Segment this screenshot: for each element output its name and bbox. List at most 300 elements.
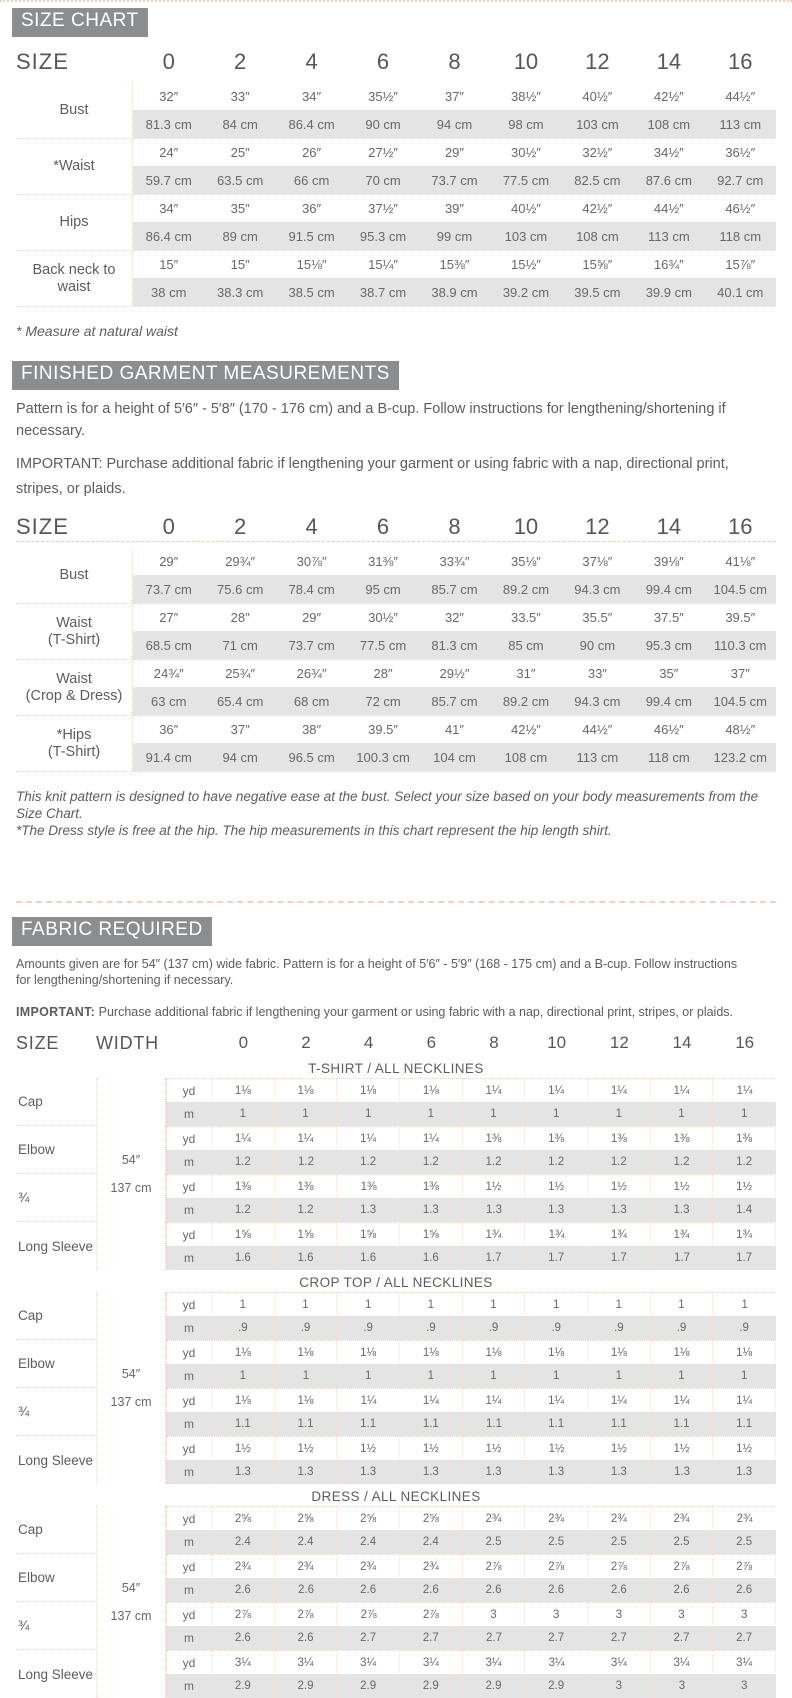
yardage-value: 2⅞ bbox=[337, 1602, 400, 1626]
sleeve-label: Long Sleeve bbox=[18, 1452, 94, 1468]
yardage-value: 1¼ bbox=[400, 1126, 463, 1150]
inches-value: 33″ bbox=[230, 89, 250, 104]
garment-section-table bbox=[16, 1292, 776, 1484]
yardage-value: 1¼ bbox=[713, 1388, 776, 1412]
meters-value: 1.2 bbox=[588, 1150, 651, 1174]
meters-value: 2.6 bbox=[400, 1578, 463, 1602]
measurement-row bbox=[16, 716, 776, 772]
cm-value: 89.2 cm bbox=[490, 575, 561, 603]
inches-value: 41″ bbox=[444, 722, 465, 737]
yardage-value: 2¾ bbox=[463, 1506, 526, 1530]
inches-value: 37″ bbox=[444, 89, 465, 104]
meters-value: .9 bbox=[588, 1316, 651, 1340]
measurement-row bbox=[16, 660, 776, 716]
meters-value: 1 bbox=[651, 1102, 714, 1126]
size-value: 6 bbox=[426, 1033, 437, 1052]
unit-yd-label: yd bbox=[166, 1078, 212, 1102]
meters-value: 1.7 bbox=[713, 1246, 776, 1270]
yardage-value: 3¼ bbox=[400, 1650, 463, 1674]
meters-value: 1.6 bbox=[337, 1246, 400, 1270]
size-chart-footnote: * Measure at natural waist bbox=[16, 323, 178, 339]
yardage-value: 1 bbox=[463, 1292, 526, 1316]
meters-value: 1 bbox=[463, 1364, 526, 1388]
meters-value: 1.1 bbox=[525, 1412, 588, 1436]
cm-value: 103 cm bbox=[490, 222, 561, 250]
meters-value: 2.5 bbox=[651, 1530, 714, 1554]
cm-value: 96.5 cm bbox=[276, 743, 347, 771]
measurement-label: Waist (Crop & Dress) bbox=[16, 660, 133, 715]
meters-value: 2.6 bbox=[713, 1578, 776, 1602]
size-value: 10 bbox=[513, 513, 539, 539]
meters-value: 3 bbox=[588, 1674, 651, 1698]
cm-value: 104 cm bbox=[419, 743, 490, 771]
size-column-header: SIZE bbox=[16, 1032, 60, 1053]
yardage-value: 1⅛ bbox=[337, 1340, 400, 1364]
yardage-value: 2⅝ bbox=[400, 1506, 463, 1530]
finished-garment-table bbox=[16, 512, 776, 772]
inches-value: 46½″ bbox=[653, 722, 684, 737]
fabric-required-table bbox=[16, 1030, 776, 1698]
cm-value: 63.5 cm bbox=[204, 166, 275, 194]
cm-value: 86.4 cm bbox=[133, 222, 204, 250]
yardage-value: 1½ bbox=[651, 1436, 714, 1460]
inches-value: 35.5″ bbox=[582, 610, 613, 625]
yardage-value: 1½ bbox=[525, 1174, 588, 1198]
inches-value: 28″ bbox=[230, 610, 250, 625]
cm-value: 84 cm bbox=[204, 110, 275, 138]
yardage-value: 1¾ bbox=[463, 1222, 526, 1246]
size-value: 12 bbox=[585, 49, 610, 74]
meters-value: 1.2 bbox=[275, 1150, 338, 1174]
size-value: 14 bbox=[672, 1033, 692, 1052]
inches-value: 15″ bbox=[159, 257, 179, 272]
yardage-value: 3 bbox=[588, 1602, 651, 1626]
inches-value: 15¼″ bbox=[368, 257, 398, 272]
cm-value: 85 cm bbox=[490, 631, 561, 659]
meters-value: 2.5 bbox=[588, 1530, 651, 1554]
yardage-value: 3 bbox=[525, 1602, 588, 1626]
inches-value: 39⅛″ bbox=[653, 554, 684, 569]
cm-value: 38 cm bbox=[133, 278, 204, 306]
garment-section-title: DRESS / ALL NECKLINES bbox=[311, 1488, 481, 1504]
meters-value: 2.6 bbox=[463, 1578, 526, 1602]
inches-value: 29¾″ bbox=[225, 554, 256, 569]
inches-value: 35″ bbox=[659, 666, 679, 681]
width-inches: 54″ bbox=[121, 1367, 141, 1381]
inches-value: 15½″ bbox=[510, 257, 541, 272]
meters-value: 2.6 bbox=[212, 1626, 275, 1650]
unit-m-label: m bbox=[166, 1364, 212, 1388]
cm-value: 99.4 cm bbox=[633, 687, 704, 715]
yardage-value: 1¼ bbox=[713, 1078, 776, 1102]
yardage-value: 2⅞ bbox=[400, 1602, 463, 1626]
size-value: 16 bbox=[728, 49, 753, 74]
yardage-value: 2⅞ bbox=[588, 1554, 651, 1578]
meters-value: 1.3 bbox=[713, 1460, 776, 1484]
yardage-value: 1¼ bbox=[337, 1388, 400, 1412]
meters-value: 2.9 bbox=[463, 1674, 526, 1698]
meters-value: 1.2 bbox=[463, 1150, 526, 1174]
inches-value: 41⅛″ bbox=[725, 554, 756, 569]
size-value: 16 bbox=[735, 1033, 755, 1052]
meters-value: 1 bbox=[651, 1364, 714, 1388]
cm-value: 95.3 cm bbox=[633, 631, 704, 659]
meters-value: 2.6 bbox=[275, 1578, 338, 1602]
yardage-value: 1½ bbox=[463, 1174, 526, 1198]
meters-value: 1.1 bbox=[588, 1412, 651, 1436]
inches-value: 28″ bbox=[373, 666, 393, 681]
sleeve-label: Elbow bbox=[16, 1340, 96, 1388]
cm-value: 66 cm bbox=[276, 166, 347, 194]
inches-value: 15″ bbox=[230, 257, 250, 272]
unit-m-label: m bbox=[166, 1674, 212, 1698]
yardage-value: 2⅝ bbox=[337, 1506, 400, 1530]
yardage-value: 3¼ bbox=[525, 1650, 588, 1674]
cm-value: 86.4 cm bbox=[276, 110, 347, 138]
inches-value: 37″ bbox=[230, 722, 250, 737]
meters-value: 2.6 bbox=[337, 1578, 400, 1602]
unit-m-label: m bbox=[166, 1246, 212, 1270]
meters-value: 1.2 bbox=[212, 1198, 275, 1222]
meters-value: 1.3 bbox=[525, 1198, 588, 1222]
inches-value: 15⅝″ bbox=[582, 257, 613, 272]
cm-value: 89 cm bbox=[204, 222, 275, 250]
meters-value: 2.7 bbox=[463, 1626, 526, 1650]
cm-value: 110.3 cm bbox=[705, 631, 776, 659]
meters-value: .9 bbox=[463, 1316, 526, 1340]
cm-value: 85.7 cm bbox=[419, 687, 490, 715]
cm-value: 104.5 cm bbox=[705, 575, 776, 603]
meters-value: 1.7 bbox=[525, 1246, 588, 1270]
measurement-row bbox=[16, 195, 776, 251]
meters-value: 1.3 bbox=[400, 1460, 463, 1484]
cm-value: 85.7 cm bbox=[419, 575, 490, 603]
meters-value: 1.3 bbox=[651, 1460, 714, 1484]
sleeve-label: ¾ bbox=[16, 1174, 96, 1222]
fabric-width-cell bbox=[96, 1078, 166, 1270]
cm-value: 73.7 cm bbox=[133, 575, 204, 603]
sleeve-label: Long Sleeve bbox=[18, 1666, 94, 1682]
meters-value: 2.7 bbox=[713, 1626, 776, 1650]
meters-value: 1 bbox=[275, 1102, 338, 1126]
yardage-value: 3¼ bbox=[275, 1650, 338, 1674]
width-cm: 137 cm bbox=[110, 1395, 152, 1409]
meters-value: 3 bbox=[713, 1674, 776, 1698]
meters-value: 2.9 bbox=[400, 1674, 463, 1698]
yardage-value: 1½ bbox=[713, 1436, 776, 1460]
inches-value: 38½″ bbox=[510, 89, 541, 104]
inches-value: 26″ bbox=[302, 145, 322, 160]
measurement-label: *Hips (T-Shirt) bbox=[16, 716, 133, 771]
inches-value: 35″ bbox=[230, 201, 250, 216]
unit-yd-label: yd bbox=[166, 1174, 212, 1198]
yardage-value: 1⅛ bbox=[212, 1388, 275, 1412]
meters-value: 1.4 bbox=[713, 1198, 776, 1222]
meters-value: 1 bbox=[713, 1364, 776, 1388]
yardage-value: 2¾ bbox=[525, 1506, 588, 1530]
yardage-value: 1 bbox=[651, 1292, 714, 1316]
meters-value: 1 bbox=[400, 1364, 463, 1388]
yardage-value: 1¼ bbox=[400, 1388, 463, 1412]
meters-value: 2.6 bbox=[525, 1578, 588, 1602]
meters-value: .9 bbox=[651, 1316, 714, 1340]
yardage-value: 1½ bbox=[713, 1174, 776, 1198]
cm-value: 38.7 cm bbox=[347, 278, 418, 306]
meters-value: 1.2 bbox=[651, 1150, 714, 1174]
yardage-value: 1 bbox=[275, 1292, 338, 1316]
inches-value: 32″ bbox=[159, 89, 179, 104]
measurement-row bbox=[16, 139, 776, 195]
yardage-value: 1⅝ bbox=[275, 1222, 338, 1246]
inches-value: 44½″ bbox=[653, 201, 684, 216]
cm-value: 38.9 cm bbox=[419, 278, 490, 306]
yardage-value: 3¼ bbox=[651, 1650, 714, 1674]
yardage-value: 1 bbox=[212, 1292, 275, 1316]
inches-value: 24″ bbox=[159, 145, 179, 160]
yardage-value: 1 bbox=[588, 1292, 651, 1316]
cm-value: 71 cm bbox=[204, 631, 275, 659]
unit-yd-label: yd bbox=[166, 1388, 212, 1412]
width-column-header: WIDTH bbox=[96, 1032, 159, 1053]
meters-value: 1.3 bbox=[212, 1460, 275, 1484]
meters-value: 1.1 bbox=[651, 1412, 714, 1436]
important-text: Purchase additional fabric if lengthening your garment or using fabric with a nap, directional print, stripes, or plaids. bbox=[98, 1005, 734, 1019]
yardage-value: 1¾ bbox=[713, 1222, 776, 1246]
meters-value: 2.7 bbox=[651, 1626, 714, 1650]
inches-value: 33″ bbox=[587, 666, 607, 681]
size-value: 2 bbox=[234, 513, 247, 539]
inches-value: 44½″ bbox=[582, 722, 613, 737]
unit-yd-label: yd bbox=[166, 1292, 212, 1316]
meters-value: .9 bbox=[212, 1316, 275, 1340]
meters-value: .9 bbox=[400, 1316, 463, 1340]
yardage-value: 1⅝ bbox=[212, 1222, 275, 1246]
meters-value: 1 bbox=[588, 1102, 651, 1126]
yardage-value: 1¼ bbox=[212, 1126, 275, 1150]
size-value: 8 bbox=[448, 49, 461, 74]
inches-value: 48½″ bbox=[725, 722, 756, 737]
yardage-value: 1¼ bbox=[463, 1078, 526, 1102]
measurement-label: Bust bbox=[16, 548, 133, 603]
inches-value: 25¾″ bbox=[225, 666, 256, 681]
cm-value: 104.5 cm bbox=[705, 687, 776, 715]
cm-value: 70 cm bbox=[347, 166, 418, 194]
yardage-value: 1¼ bbox=[463, 1388, 526, 1412]
unit-yd-label: yd bbox=[166, 1650, 212, 1674]
finished-garment-notes bbox=[16, 788, 774, 839]
sleeve-label: Cap bbox=[16, 1078, 96, 1126]
meters-value: .9 bbox=[275, 1316, 338, 1340]
yardage-value: 1⅜ bbox=[337, 1174, 400, 1198]
meters-value: 1.2 bbox=[275, 1198, 338, 1222]
meters-value: 1.1 bbox=[463, 1412, 526, 1436]
yardage-value: 2¾ bbox=[275, 1554, 338, 1578]
important-text: Purchase additional fabric if lengthening your garment or using fabric with a nap, directional print, stripes, or plaids. bbox=[16, 456, 729, 497]
meters-value: 2.5 bbox=[463, 1530, 526, 1554]
meters-value: 2.6 bbox=[275, 1626, 338, 1650]
inches-value: 36″ bbox=[302, 201, 322, 216]
size-value: 2 bbox=[301, 1033, 311, 1052]
size-value: 0 bbox=[238, 1033, 249, 1052]
cm-value: 63 cm bbox=[133, 687, 204, 715]
fabric-required-title: FABRIC REQUIRED bbox=[12, 917, 212, 946]
cm-value: 81.3 cm bbox=[133, 110, 204, 138]
meters-value: 1 bbox=[713, 1102, 776, 1126]
inches-value: 27″ bbox=[159, 610, 179, 625]
yardage-value: 1¾ bbox=[525, 1222, 588, 1246]
meters-value: 1.3 bbox=[525, 1460, 588, 1484]
size-value: 4 bbox=[305, 49, 318, 74]
meters-value: .9 bbox=[337, 1316, 400, 1340]
inches-value: 34″ bbox=[159, 201, 179, 216]
width-cm: 137 cm bbox=[110, 1181, 152, 1195]
meters-value: 2.5 bbox=[713, 1530, 776, 1554]
cm-value: 73.7 cm bbox=[419, 166, 490, 194]
yardage-value: 1½ bbox=[275, 1436, 338, 1460]
yardage-value: 3 bbox=[713, 1602, 776, 1626]
yardage-value: 1½ bbox=[588, 1174, 651, 1198]
sleeve-label: ¾ bbox=[16, 1388, 96, 1436]
inches-value: 15⅛″ bbox=[296, 257, 327, 272]
size-header-row bbox=[16, 47, 776, 77]
meters-value: 1.7 bbox=[463, 1246, 526, 1270]
cm-value: 103 cm bbox=[562, 110, 633, 138]
yardage-value: 1½ bbox=[212, 1436, 275, 1460]
yardage-value: 1 bbox=[525, 1292, 588, 1316]
unit-yd-label: yd bbox=[166, 1506, 212, 1530]
cm-value: 99 cm bbox=[419, 222, 490, 250]
yardage-value: 1¼ bbox=[525, 1388, 588, 1412]
size-value: 6 bbox=[376, 49, 390, 74]
size-chart-table bbox=[16, 47, 776, 307]
cm-value: 81.3 cm bbox=[419, 631, 490, 659]
meters-value: 2.6 bbox=[651, 1578, 714, 1602]
yardage-value: 3¼ bbox=[588, 1650, 651, 1674]
meters-value: 1 bbox=[337, 1364, 400, 1388]
yardage-value: 2⅞ bbox=[651, 1554, 714, 1578]
unit-m-label: m bbox=[166, 1626, 212, 1650]
yardage-value: 2⅞ bbox=[525, 1554, 588, 1578]
cm-value: 113 cm bbox=[705, 110, 776, 138]
meters-value: 2.4 bbox=[212, 1530, 275, 1554]
meters-value: 1 bbox=[275, 1364, 338, 1388]
meters-value: 1.6 bbox=[400, 1246, 463, 1270]
yardage-value: 1⅜ bbox=[651, 1126, 714, 1150]
yardage-value: 3¼ bbox=[212, 1650, 275, 1674]
inches-value: 37″ bbox=[730, 666, 750, 681]
meters-value: 2.6 bbox=[588, 1578, 651, 1602]
yardage-value: 1⅛ bbox=[463, 1340, 526, 1364]
yardage-value: 1¼ bbox=[275, 1126, 338, 1150]
inches-value: 32″ bbox=[444, 610, 465, 625]
cm-value: 68 cm bbox=[276, 687, 347, 715]
size-value: 12 bbox=[585, 513, 610, 539]
meters-value: 2.9 bbox=[275, 1674, 338, 1698]
cm-value: 82.5 cm bbox=[562, 166, 633, 194]
measurement-row bbox=[16, 251, 776, 307]
cm-value: 40.1 cm bbox=[705, 278, 776, 306]
meters-value: 2.9 bbox=[337, 1674, 400, 1698]
yardage-value: 2⅞ bbox=[275, 1602, 338, 1626]
cm-value: 118 cm bbox=[633, 743, 704, 771]
yardage-value: 1½ bbox=[525, 1436, 588, 1460]
garment-section-table bbox=[16, 1078, 776, 1270]
meters-value: 2.7 bbox=[337, 1626, 400, 1650]
cm-value: 38.3 cm bbox=[204, 278, 275, 306]
unit-m-label: m bbox=[166, 1150, 212, 1174]
cm-value: 92.7 cm bbox=[705, 166, 776, 194]
meters-value: 2.4 bbox=[275, 1530, 338, 1554]
measurement-label: Hips bbox=[16, 195, 133, 250]
inches-value: 40½″ bbox=[510, 201, 541, 216]
size-value: 0 bbox=[162, 49, 175, 74]
inches-value: 34½″ bbox=[653, 145, 684, 160]
important-label: IMPORTANT: bbox=[16, 1005, 96, 1019]
inches-value: 42½″ bbox=[653, 89, 684, 104]
size-value: 8 bbox=[489, 1033, 499, 1052]
unit-yd-label: yd bbox=[166, 1554, 212, 1578]
inches-value: 27½″ bbox=[368, 145, 398, 160]
inches-value: 25″ bbox=[230, 145, 250, 160]
yardage-value: 1¼ bbox=[525, 1078, 588, 1102]
meters-value: 1.6 bbox=[275, 1246, 338, 1270]
size-value: 8 bbox=[448, 513, 461, 539]
yardage-value: 2⅝ bbox=[212, 1506, 275, 1530]
meters-value: 1.1 bbox=[400, 1412, 463, 1436]
cm-value: 95 cm bbox=[347, 575, 418, 603]
size-value: 4 bbox=[363, 1033, 374, 1052]
unit-m-label: m bbox=[166, 1530, 212, 1554]
finished-garment-important bbox=[16, 452, 776, 502]
cm-value: 90 cm bbox=[347, 110, 418, 138]
inches-value: 16¾″ bbox=[653, 257, 684, 272]
cm-value: 94 cm bbox=[419, 110, 490, 138]
garment-section-title: CROP TOP / ALL NECKLINES bbox=[299, 1274, 493, 1290]
yardage-value: 2⅞ bbox=[713, 1554, 776, 1578]
cm-value: 108 cm bbox=[562, 222, 633, 250]
yardage-value: 2¾ bbox=[713, 1506, 776, 1530]
unit-m-label: m bbox=[166, 1198, 212, 1222]
unit-yd-label: yd bbox=[166, 1340, 212, 1364]
cm-value: 59.7 cm bbox=[133, 166, 204, 194]
meters-value: 1.1 bbox=[337, 1412, 400, 1436]
yardage-value: 1⅛ bbox=[337, 1078, 400, 1102]
measurement-label: Waist (T-Shirt) bbox=[16, 604, 133, 659]
measurement-row bbox=[16, 604, 776, 660]
inches-value: 31⅜″ bbox=[368, 554, 398, 569]
meters-value: 1.3 bbox=[463, 1460, 526, 1484]
meters-value: 2.4 bbox=[337, 1530, 400, 1554]
fabric-width-cell bbox=[96, 1292, 166, 1484]
meters-value: 1.7 bbox=[588, 1246, 651, 1270]
yardage-value: 1⅝ bbox=[400, 1222, 463, 1246]
yardage-value: 1¼ bbox=[651, 1078, 714, 1102]
size-value: 6 bbox=[376, 513, 390, 539]
inches-value: 42½″ bbox=[582, 201, 613, 216]
yardage-value: 1½ bbox=[400, 1436, 463, 1460]
meters-value: 1.3 bbox=[337, 1460, 400, 1484]
inches-value: 30⅞″ bbox=[296, 554, 327, 569]
meters-value: 1 bbox=[525, 1102, 588, 1126]
inches-value: 36½″ bbox=[725, 145, 756, 160]
sleeve-label: Elbow bbox=[16, 1554, 96, 1602]
finished-garment-section bbox=[16, 339, 776, 839]
yardage-value: 1⅜ bbox=[525, 1126, 588, 1150]
yardage-value: 1⅜ bbox=[463, 1126, 526, 1150]
cm-value: 95.3 cm bbox=[347, 222, 418, 250]
size-chart-title: SIZE CHART bbox=[12, 8, 148, 37]
inches-value: 15⅜″ bbox=[439, 257, 470, 272]
